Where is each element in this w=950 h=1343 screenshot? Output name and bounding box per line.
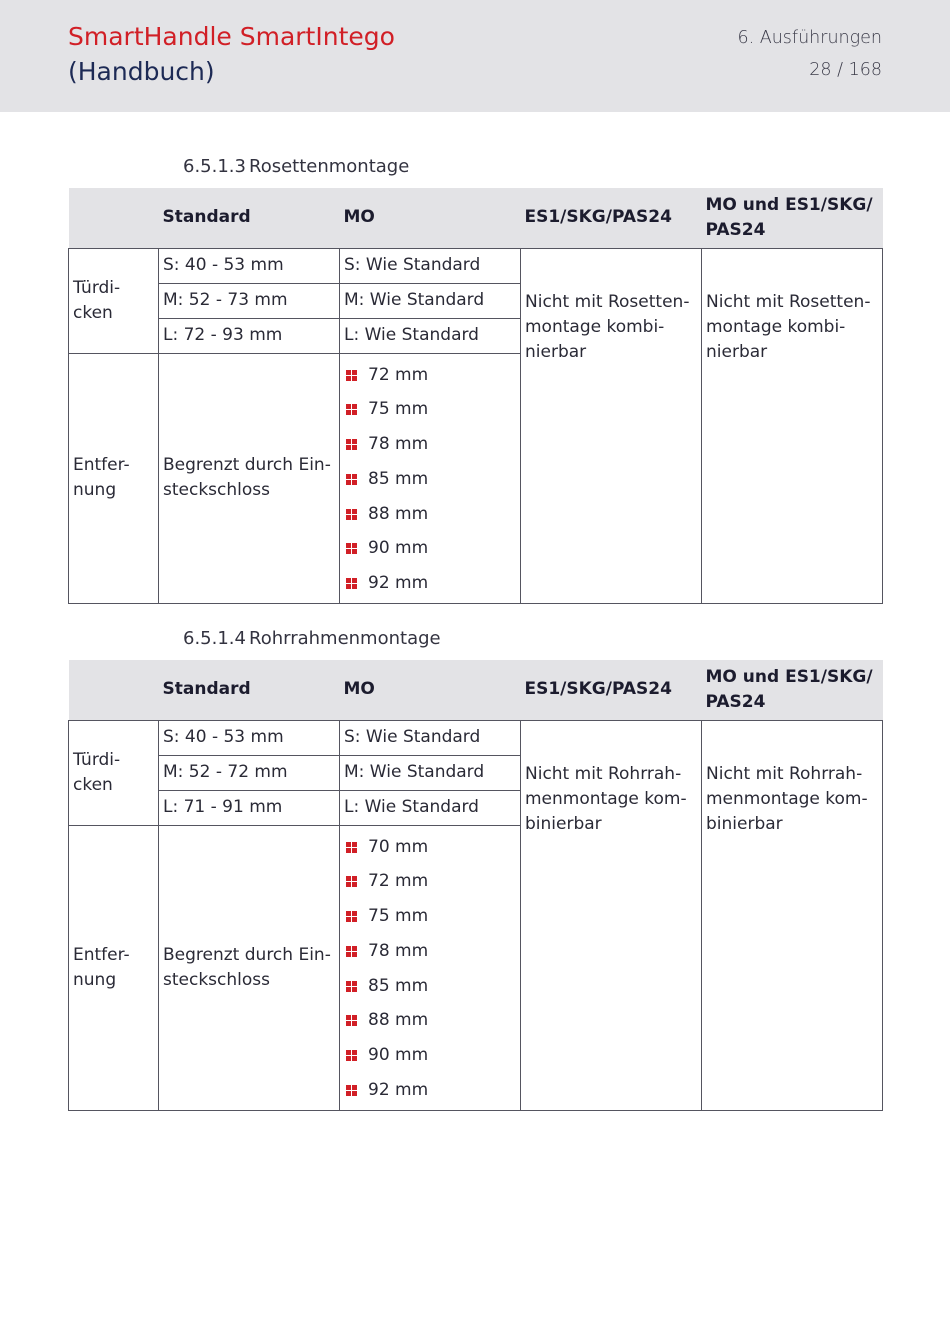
table-cell: S: Wie Standard <box>340 248 521 283</box>
chapter-label: 6. Ausführungen <box>737 28 882 48</box>
column-header: MO <box>340 660 521 720</box>
table-cell-es1: Nicht mit Rosetten- montage kombi- nierbar <box>521 248 702 604</box>
list-item-text: 78 mm <box>368 434 429 455</box>
section-title-text: Rohrrahmenmontage <box>249 628 441 649</box>
section-heading <box>183 628 441 649</box>
four-square-bullet-icon <box>346 474 357 485</box>
column-header: Standard <box>159 188 340 248</box>
section-number: 6.5.1.4 <box>183 628 246 649</box>
table-cell: S: 40 - 53 mm <box>159 720 340 755</box>
list-item <box>346 1038 520 1073</box>
table-cell: L: 71 - 91 mm <box>159 790 340 825</box>
list-item <box>346 969 520 1004</box>
column-header <box>69 660 159 720</box>
column-header: ES1/SKG/PAS24 <box>521 188 702 248</box>
four-square-bullet-icon <box>346 911 357 922</box>
four-square-bullet-icon <box>346 981 357 992</box>
page-number: 28 / 168 <box>809 60 882 80</box>
four-square-bullet-icon <box>346 876 357 887</box>
list-item-text: 88 mm <box>368 503 429 524</box>
four-square-bullet-icon <box>346 842 357 853</box>
four-square-bullet-icon <box>346 1015 357 1026</box>
list-item <box>346 864 520 899</box>
table-cell: M: Wie Standard <box>340 283 521 318</box>
distance-list-cell <box>340 353 521 604</box>
column-header <box>69 188 159 248</box>
list-item <box>346 531 520 566</box>
list-item-text: 75 mm <box>368 399 429 420</box>
list-item <box>346 427 520 462</box>
list-item-text: 85 mm <box>368 975 429 996</box>
page-header <box>0 0 950 112</box>
spec-table <box>68 660 883 1111</box>
row-label-entfernung: Entfer- nung <box>69 353 159 604</box>
four-square-bullet-icon <box>346 946 357 957</box>
list-item-text: 88 mm <box>368 1010 429 1031</box>
list-item-text: 90 mm <box>368 1045 429 1066</box>
list-item <box>346 497 520 532</box>
list-item <box>346 358 520 393</box>
four-square-bullet-icon <box>346 404 357 415</box>
list-item-text: 92 mm <box>368 573 429 594</box>
list-item-text: 90 mm <box>368 538 429 559</box>
four-square-bullet-icon <box>346 578 357 589</box>
document-title: SmartHandle SmartIntego <box>68 22 395 51</box>
row-label-tuerdicken: Türdi- cken <box>69 720 159 825</box>
table-cell: M: 52 - 72 mm <box>159 755 340 790</box>
distance-list <box>340 826 520 1110</box>
table-cell: M: 52 - 73 mm <box>159 283 340 318</box>
four-square-bullet-icon <box>346 1050 357 1061</box>
section-heading <box>183 156 409 177</box>
table-cell-es1: Nicht mit Rohrrah- menmontage kom- binierbar <box>521 720 702 1110</box>
table-cell: M: Wie Standard <box>340 755 521 790</box>
column-header: ES1/SKG/PAS24 <box>521 660 702 720</box>
table-cell: S: Wie Standard <box>340 720 521 755</box>
list-item-text: 70 mm <box>368 836 429 857</box>
four-square-bullet-icon <box>346 543 357 554</box>
list-item-text: 72 mm <box>368 871 429 892</box>
table-cell: L: Wie Standard <box>340 318 521 353</box>
table-row <box>69 248 883 283</box>
table-cell: Begrenzt durch Ein- steckschloss <box>159 353 340 604</box>
distance-list <box>340 354 520 604</box>
column-header: MO und ES1/SKG/ PAS24 <box>702 660 883 720</box>
list-item-text: 78 mm <box>368 940 429 961</box>
table-header-row <box>69 188 883 248</box>
table-cell: L: 72 - 93 mm <box>159 318 340 353</box>
column-header: Standard <box>159 660 340 720</box>
table-row <box>69 720 883 755</box>
spec-table <box>68 188 883 604</box>
four-square-bullet-icon <box>346 509 357 520</box>
list-item <box>346 1073 520 1108</box>
list-item-text: 75 mm <box>368 906 429 927</box>
list-item <box>346 899 520 934</box>
list-item <box>346 1003 520 1038</box>
table-cell: L: Wie Standard <box>340 790 521 825</box>
list-item-text: 85 mm <box>368 468 429 489</box>
section-title-text: Rosettenmontage <box>249 156 410 177</box>
four-square-bullet-icon <box>346 439 357 450</box>
list-item <box>346 462 520 497</box>
document-subtitle: (Handbuch) <box>68 57 215 86</box>
table-header-row <box>69 660 883 720</box>
list-item <box>346 934 520 969</box>
table-cell: Begrenzt durch Ein- steckschloss <box>159 825 340 1110</box>
table-cell-mo-es1: Nicht mit Rohrrah- menmontage kom- binierbar <box>702 720 883 1110</box>
section-number: 6.5.1.3 <box>183 156 246 177</box>
list-item-text: 72 mm <box>368 364 429 385</box>
four-square-bullet-icon <box>346 1085 357 1096</box>
table-cell: S: 40 - 53 mm <box>159 248 340 283</box>
column-header: MO und ES1/SKG/ PAS24 <box>702 188 883 248</box>
table-cell-mo-es1: Nicht mit Rosetten- montage kombi- nierbar <box>702 248 883 604</box>
row-label-entfernung: Entfer- nung <box>69 825 159 1110</box>
list-item <box>346 830 520 865</box>
row-label-tuerdicken: Türdi- cken <box>69 248 159 353</box>
distance-list-cell <box>340 825 521 1110</box>
list-item <box>346 392 520 427</box>
list-item <box>346 566 520 601</box>
column-header: MO <box>340 188 521 248</box>
list-item-text: 92 mm <box>368 1080 429 1101</box>
four-square-bullet-icon <box>346 370 357 381</box>
